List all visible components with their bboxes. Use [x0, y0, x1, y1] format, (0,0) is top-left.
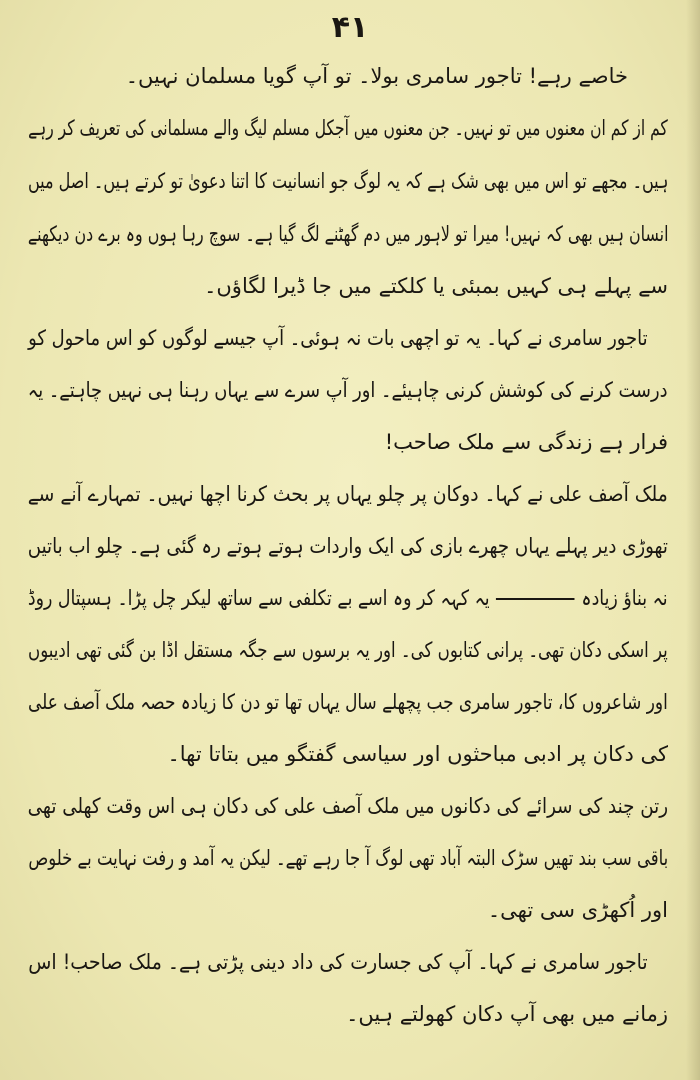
text-line: تاجور سامری نے کہا۔ آپ کی جسارت کی داد دینی پڑتی ہے۔ ملک صاحب! اس: [28, 950, 648, 974]
text-line: تاجور سامری نے کہا۔ یہ تو اچھی بات نہ ہوئی۔ آپ جیسے لوگوں کو اس ماحول کو: [28, 326, 648, 350]
text-line: درست کرنے کی کوشش کرنی چاہیئے۔ اور آپ سرے سے یہاں رہنا ہی نہیں چاہتے۔ یہ: [28, 378, 668, 402]
text-line: پر اسکی دکان تھی۔ پرانی کتابوں کی۔ اور یہ برسوں سے جگہ مستقل اڈا بن گئی تھی ادیبوں: [28, 638, 668, 662]
text-line: اور اُکھڑی سی تھی۔: [487, 898, 668, 922]
text-line: اور شاعروں کا، تاجور سامری جب پچھلے سال یہاں تھا تو دن کا زیادہ حصہ ملک آصف علی: [28, 690, 668, 714]
text-line: زمانے میں بھی آپ دکان کھولتے ہیں۔: [346, 1002, 668, 1026]
em-dash-rule: [497, 598, 576, 600]
text-line: سے پہلے ہی کہیں بمبئی یا کلکتے میں جا ڈیرا لگاؤں۔: [204, 274, 668, 298]
text-fragment: یہ کہہ کر وہ اسے بے تکلفی سے ساتھ لیکر چل پڑا۔ ہسپتال روڈ: [28, 586, 490, 610]
text-line: خاصے رہے! تاجور سامری بولا۔ تو آپ گویا مسلمان نہیں۔: [125, 64, 628, 88]
page-edge-shadow: [686, 0, 700, 1080]
text-line: کی دکان پر ادبی مباحثوں اور سیاسی گفتگو میں بتاتا تھا۔: [167, 742, 668, 766]
text-line: رتن چند کی سرائے کی دکانوں میں ملک آصف علی کی دکان ہی اس وقت کھلی تھی: [27, 794, 668, 818]
text-line: ہیں۔ مجھے تو اس میں بھی شک ہے کہ یہ لوگ جو انسانیت کا اتنا دعویٰ تو کرتے ہیں۔ اصل میں: [27, 169, 668, 193]
text-line: کم از کم ان معنوں میں تو نہیں۔ جن معنوں میں آجکل مسلم لیگ والے مسلمانی کی تعریف کر رہے: [28, 116, 668, 140]
text-line: انسان ہیں بھی کہ نہیں! میرا تو لاہور میں دم گھٹنے لگ گیا ہے۔ سوچ رہا ہوں وہ برے دن دیکھنے: [27, 222, 668, 246]
text-line: ملک آصف علی نے کہا۔ دوکان پر چلو یہاں پر بحث کرنا اچھا نہیں۔ تمہارے آنے سے: [27, 482, 668, 506]
text-line: باقی سب بند تھیں سڑک البتہ آباد تھی لوگ آ جا رہے تھے۔ لیکن یہ آمد و رفت نہایت بے خلوص: [28, 846, 668, 870]
text-line-with-dash: [28, 586, 668, 611]
text-fragment: نہ بناؤ زیادہ: [581, 586, 668, 610]
text-line: تھوڑی دیر پہلے یہاں چھرے بازی کی ایک واردات ہوتے ہوتے رہ گئی ہے۔ چلو اب باتیں: [27, 534, 668, 558]
page-number: ۴۱: [331, 10, 369, 45]
text-line: فرار ہے زندگی سے ملک صاحب!: [384, 430, 668, 454]
